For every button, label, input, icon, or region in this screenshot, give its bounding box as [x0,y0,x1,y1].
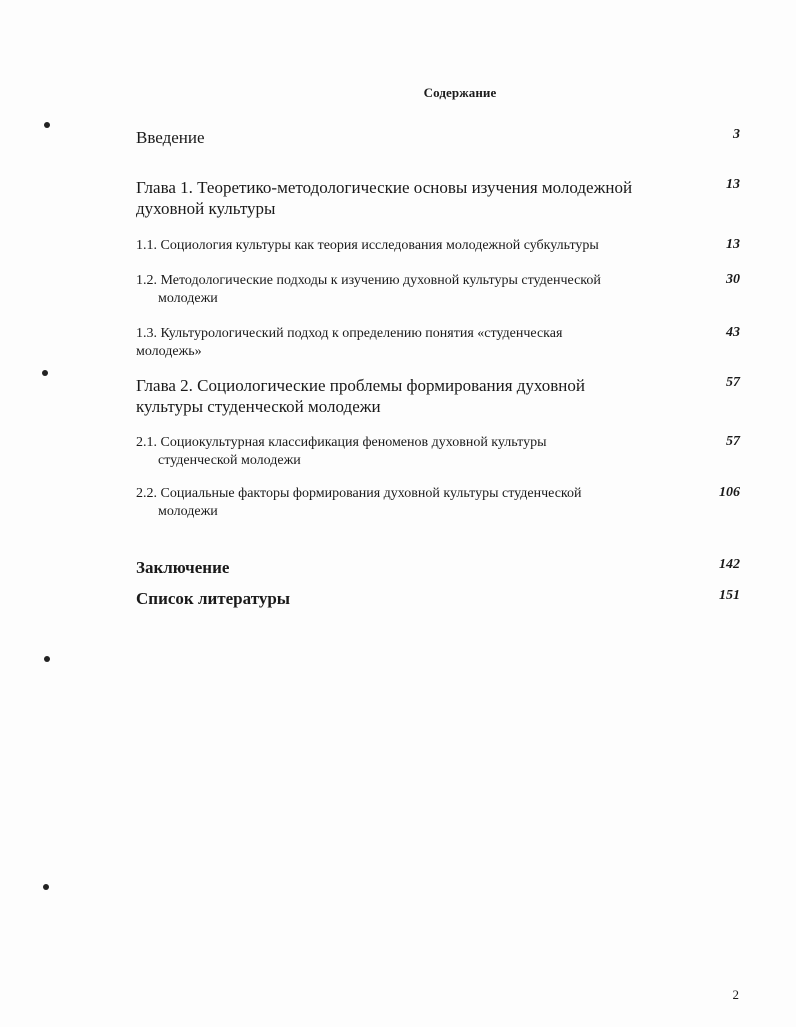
toc-entry-label [136,485,696,520]
page-title: Содержание [423,85,497,100]
toc-entry-label-line1: 2.1. Социокультурная классификация феноменов духовной культуры [136,435,547,450]
toc-entry-label: Список литературы [136,589,291,608]
toc-entry-section-2-2 [136,485,746,523]
toc-entry-introduction [136,127,746,149]
toc-entry-chapter-1 [136,177,746,221]
toc-entry-label [136,272,696,307]
toc-entry-page: 43 [726,325,740,340]
toc-entry-section-1-2 [136,272,746,310]
toc-entry-label: Введение [136,128,205,147]
toc-entry-page: 57 [726,375,740,390]
page-number: 2 [732,987,739,1002]
punch-hole-mark [42,370,48,376]
toc-entry-page: 3 [733,127,740,142]
toc-entry-chapter-2 [136,375,746,419]
toc-entry-label: Заключение [136,558,230,577]
toc-entry-label-line1: 2.2. Социальные факторы формирования духовной культуры студенческой [136,486,582,501]
toc-entry-label [136,375,706,418]
toc-entry-label-line1: Глава 2. Социологические проблемы формирования духовной [136,376,585,395]
toc-entry-label-line2: молодежи [158,290,218,306]
toc-entry-page: 13 [726,237,740,252]
punch-hole-mark [43,884,49,890]
toc-entry-label [136,434,696,469]
toc-entry-label-line1: 1.3. Культурологический подход к определению понятия «студенческая [136,326,563,341]
toc-entry-page: 13 [726,177,740,192]
toc-entry-label [136,325,696,360]
toc-entry-section-1-1 [136,237,746,257]
toc-entry-label: 1.1. Социология культуры как теория исследования молодежной субкультуры [136,238,599,253]
toc-entry-label-line1: Глава 1. Теоретико-методологические основы изучения молодежной [136,178,633,197]
toc-entry-page: 151 [719,588,740,603]
punch-hole-mark [44,656,50,662]
toc-entry-page: 106 [719,485,740,500]
toc-entry-section-2-1 [136,434,746,472]
toc-entry-label [136,177,706,220]
toc-entry-label-line2: культуры студенческой молодежи [136,397,381,417]
toc-entry-bibliography [136,588,746,610]
toc-entry-conclusion [136,557,746,579]
toc-entry-label-line2: молодежи [158,503,218,519]
toc-entry-page: 30 [726,272,740,287]
toc-entry-label-line2: молодежь» [136,343,202,359]
toc-entry-label-line2: духовной культуры [136,199,276,219]
toc-entry-label-line1: 1.2. Методологические подходы к изучению духовной культуры студенческой [136,273,601,288]
toc-entry-page: 142 [719,557,740,572]
toc-entry-section-1-3 [136,325,746,363]
toc-entry-label-line2: студенческой молодежи [158,452,301,468]
punch-hole-mark [44,122,50,128]
toc-entry-page: 57 [726,434,740,449]
